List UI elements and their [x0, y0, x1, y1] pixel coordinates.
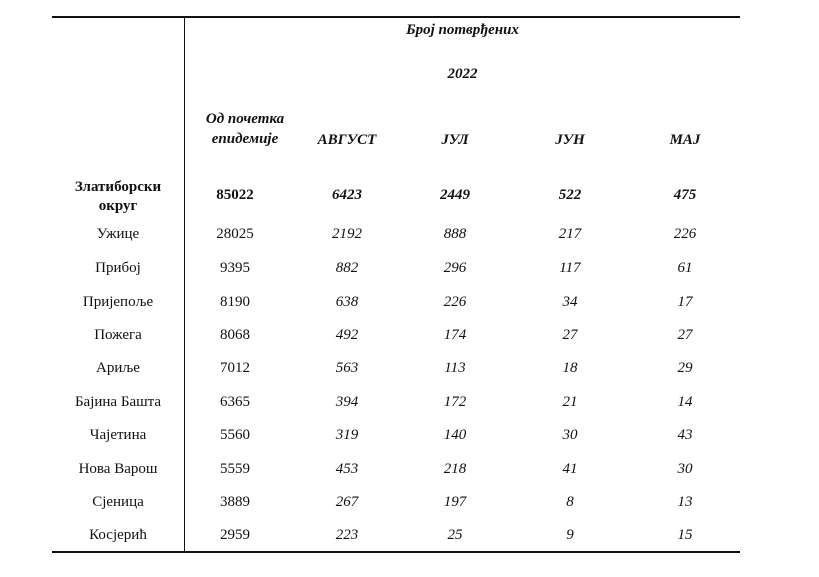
- table-row: [52, 318, 740, 352]
- column-header-may: МАЈ: [669, 132, 701, 148]
- column-header-july: ЈУЛ: [441, 132, 469, 148]
- august-value: 492: [335, 327, 359, 343]
- table-bottom-rule: [52, 551, 740, 553]
- may-value: 14: [677, 394, 693, 410]
- total-july: 2449: [440, 187, 470, 203]
- table-header-year: 2022: [447, 66, 478, 82]
- july-value: 226: [443, 294, 467, 310]
- since-start-value: 8190: [220, 294, 250, 310]
- column-header-since-start: Од почетка епидемије: [205, 111, 285, 147]
- august-value: 319: [335, 427, 359, 443]
- column-header-june: ЈУН: [555, 132, 585, 148]
- august-value: 2192: [332, 226, 362, 242]
- total-august: 6423: [332, 187, 362, 203]
- table-top-rule: [52, 16, 740, 18]
- total-row: [52, 178, 740, 212]
- july-value: 113: [444, 360, 466, 376]
- june-value: 8: [566, 494, 574, 510]
- since-start-value: 2959: [220, 527, 250, 543]
- table-row: [52, 385, 740, 419]
- june-value: 41: [562, 461, 578, 477]
- municipality-name: Чајетина: [89, 427, 147, 443]
- may-value: 27: [677, 327, 693, 343]
- covid-table: [52, 16, 740, 554]
- july-value: 888: [443, 226, 467, 242]
- may-value: 15: [677, 527, 693, 543]
- municipality-name: Сјеница: [92, 494, 144, 510]
- august-value: 563: [335, 360, 359, 376]
- july-value: 218: [443, 461, 467, 477]
- since-start-value: 6365: [220, 394, 250, 410]
- august-value: 638: [335, 294, 359, 310]
- july-value: 174: [443, 327, 467, 343]
- june-value: 21: [562, 394, 578, 410]
- august-value: 453: [335, 461, 359, 477]
- municipality-name: Нова Варош: [78, 461, 158, 477]
- july-value: 172: [443, 394, 467, 410]
- july-value: 140: [443, 427, 467, 443]
- august-value: 882: [335, 260, 359, 276]
- may-value: 226: [673, 226, 697, 242]
- may-value: 29: [677, 360, 693, 376]
- municipality-name: Прибој: [95, 260, 141, 276]
- municipality-name: Пожега: [94, 327, 142, 343]
- municipality-name: Ариље: [96, 360, 140, 376]
- june-value: 117: [559, 260, 581, 276]
- total-since-start: 85022: [216, 187, 254, 203]
- since-start-value: 8068: [220, 327, 250, 343]
- total-row-name: [52, 178, 184, 212]
- june-value: 217: [558, 226, 582, 242]
- column-header-august: АВГУСТ: [317, 132, 377, 148]
- table-header-title: Број потврђених: [406, 22, 519, 38]
- since-start-value: 3889: [220, 494, 250, 510]
- august-value: 394: [335, 394, 359, 410]
- table-row: [52, 418, 740, 452]
- august-value: 223: [335, 527, 359, 543]
- july-value: 25: [447, 527, 463, 543]
- may-value: 43: [677, 427, 693, 443]
- may-value: 17: [677, 294, 693, 310]
- july-value: 197: [443, 494, 467, 510]
- table-row: [52, 485, 740, 519]
- table-row: [52, 518, 740, 552]
- june-value: 34: [562, 294, 578, 310]
- may-value: 30: [677, 461, 693, 477]
- june-value: 9: [566, 527, 574, 543]
- table-row: [52, 285, 740, 319]
- since-start-value: 7012: [220, 360, 250, 376]
- june-value: 27: [562, 327, 578, 343]
- municipality-name: Ужице: [96, 226, 140, 242]
- total-june: 522: [558, 187, 582, 203]
- total-name-line2: округ: [98, 198, 138, 214]
- table-row: [52, 251, 740, 285]
- since-start-value: 5560: [220, 427, 250, 443]
- june-value: 30: [562, 427, 578, 443]
- since-start-value: 28025: [216, 226, 254, 242]
- total-may: 475: [673, 187, 697, 203]
- august-value: 267: [335, 494, 359, 510]
- municipality-name: Бајина Башта: [74, 394, 162, 410]
- total-name-line1: Златиборски: [74, 179, 162, 195]
- july-value: 296: [443, 260, 467, 276]
- table-row: [52, 217, 740, 251]
- since-start-value: 5559: [220, 461, 250, 477]
- table-row: [52, 351, 740, 385]
- may-value: 61: [677, 260, 693, 276]
- table-row: [52, 452, 740, 486]
- since-start-value: 9395: [220, 260, 250, 276]
- may-value: 13: [677, 494, 693, 510]
- municipality-name: Пријепоље: [82, 294, 154, 310]
- municipality-name: Косјерић: [89, 527, 147, 543]
- june-value: 18: [562, 360, 578, 376]
